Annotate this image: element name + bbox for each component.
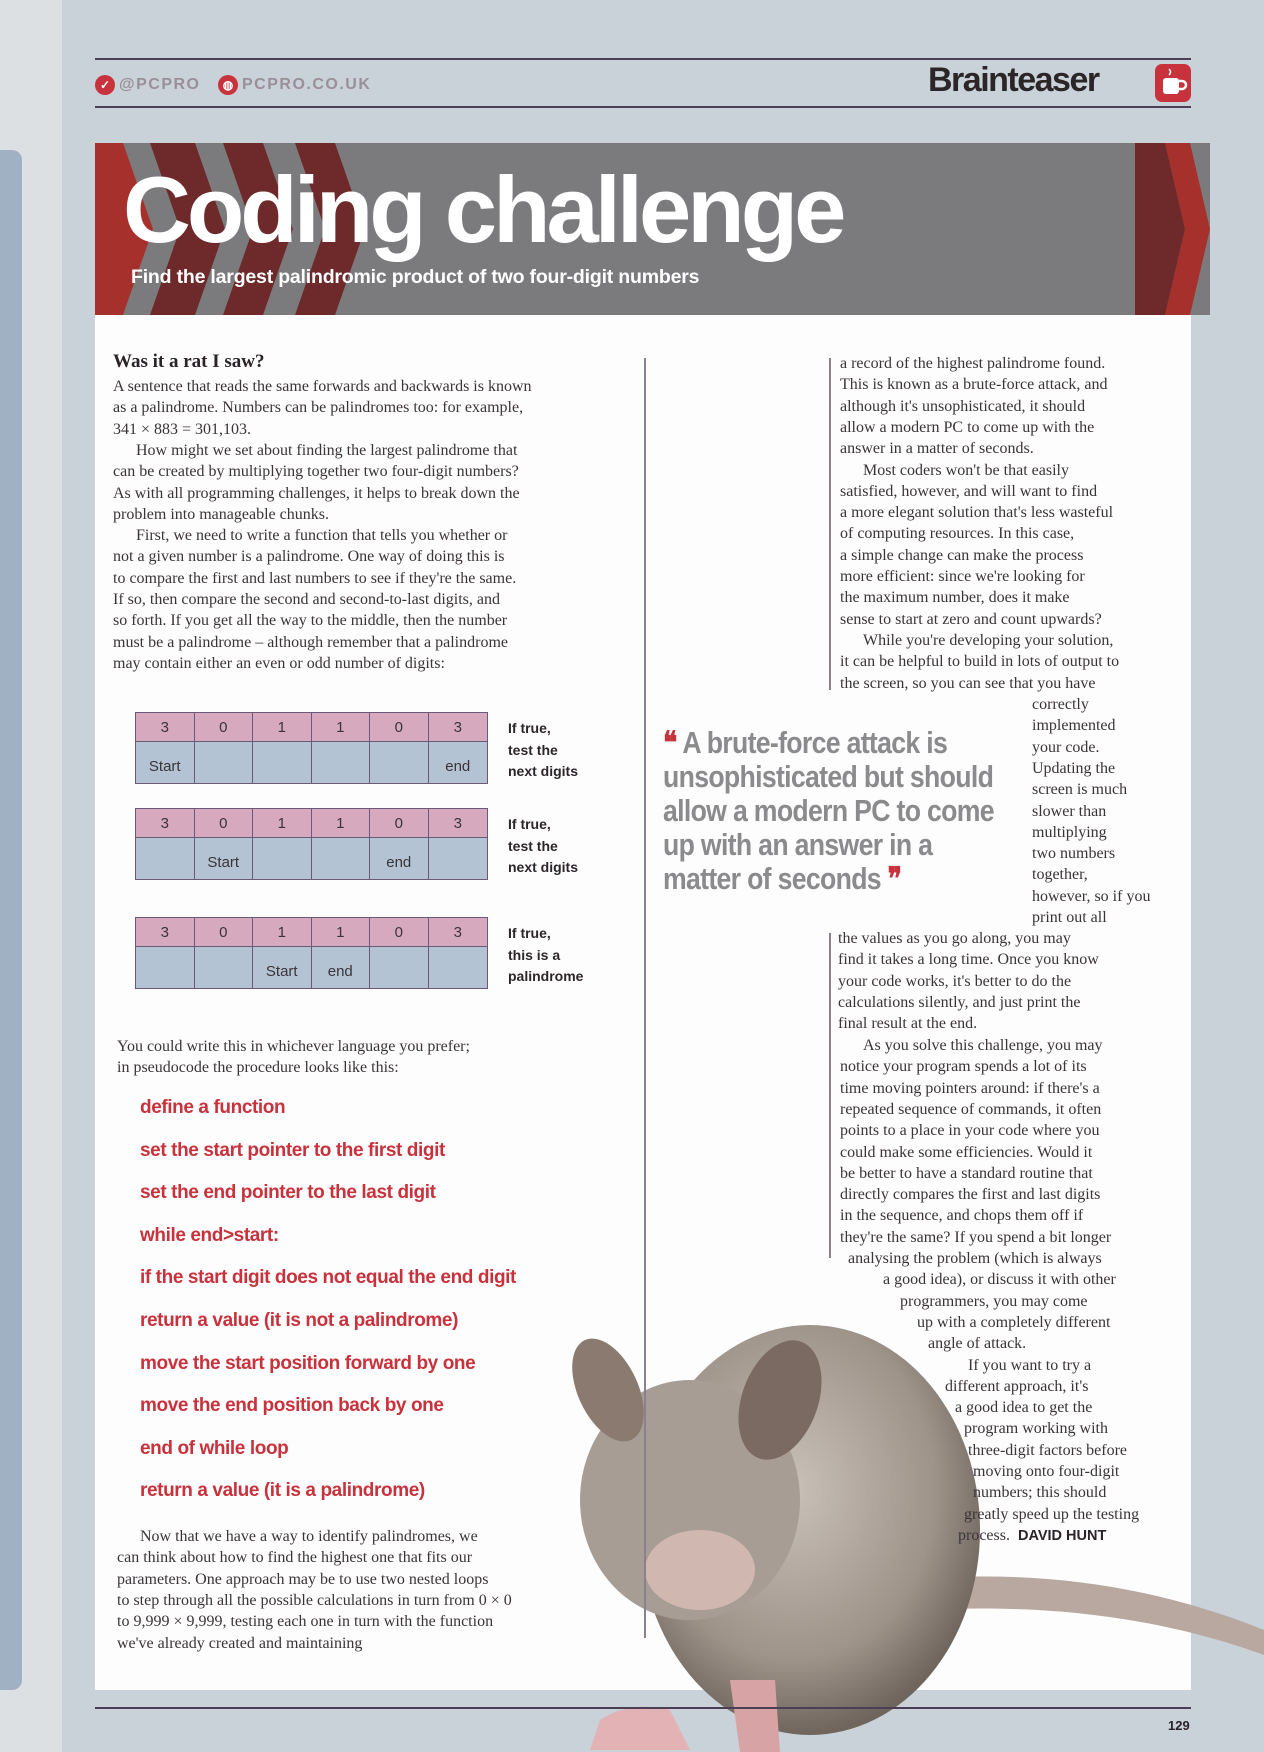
digit-cell: 3 bbox=[429, 713, 488, 742]
pseudocode-line: end of while loop bbox=[140, 1437, 289, 1459]
digit-pointer-diagram bbox=[135, 808, 488, 880]
text-line: of computing resources. In this case, bbox=[840, 525, 1075, 543]
digit-cell: 0 bbox=[195, 809, 254, 838]
text-line: Updating the bbox=[1032, 759, 1116, 777]
title-banner bbox=[95, 143, 1210, 315]
text-line: a simple change can make the process bbox=[840, 546, 1084, 564]
diagram-caption: If true, bbox=[508, 816, 551, 832]
pseudocode-line: return a value (it is not a palindrome) bbox=[140, 1310, 459, 1331]
header-top-rule bbox=[95, 58, 1191, 60]
text-line: directly compares the first and last digits bbox=[840, 1186, 1101, 1204]
text-line: together, bbox=[1032, 866, 1088, 884]
text-line: This is known as a brute-force attack, and bbox=[840, 376, 1108, 394]
text-line: may contain either an even or odd number of digits: bbox=[113, 654, 445, 672]
twitter-handle-text: @PCPRO bbox=[119, 76, 201, 93]
text-line: to compare the first and last numbers to see if they're the same. bbox=[113, 569, 517, 587]
text-line: in the sequence, and chops them off if bbox=[840, 1207, 1084, 1225]
globe-icon: ◍ bbox=[218, 75, 238, 95]
text-line: answer in a matter of seconds. bbox=[840, 440, 1034, 458]
text-line: While you're developing your solution, bbox=[863, 631, 1114, 649]
text-line: moving onto four-digit bbox=[973, 1463, 1120, 1480]
text-line: the screen, so you can see that you have bbox=[840, 674, 1096, 692]
digit-cell: 3 bbox=[136, 713, 195, 742]
diagram-caption: next digits bbox=[508, 859, 579, 875]
section-label: Brainteaser bbox=[928, 61, 1099, 99]
text-line: parameters. One approach may be to use two nested loops bbox=[117, 1570, 489, 1588]
column-divider bbox=[644, 358, 646, 1638]
text-line: Now that we have a way to identify palindromes, we bbox=[140, 1528, 478, 1545]
pointer-cell: end bbox=[370, 838, 429, 879]
pointer-cell: Start bbox=[136, 742, 195, 783]
text-line: correctly bbox=[1032, 696, 1089, 713]
text-line: As you solve this challenge, you may bbox=[863, 1037, 1103, 1054]
text-line: problem into manageable chunks. bbox=[113, 505, 329, 523]
text-line: not a given number is a palindrome. One way of doing this is bbox=[113, 548, 505, 566]
text-line: implemented bbox=[1032, 717, 1116, 735]
pull-quote-line bbox=[663, 726, 947, 760]
pseudocode-line: return a value (it is a palindrome) bbox=[140, 1480, 425, 1502]
text-line: a good idea to get the bbox=[955, 1399, 1093, 1417]
website-link[interactable] bbox=[218, 75, 371, 95]
pointer-cell bbox=[195, 742, 254, 783]
pointer-cell bbox=[312, 838, 371, 879]
pointer-cell bbox=[136, 838, 195, 879]
text-line: to 9,999 × 9,999, testing each one in turn with the function bbox=[117, 1613, 494, 1631]
text-line: numbers; this should bbox=[973, 1484, 1107, 1502]
text-line: A sentence that reads the same forwards and backwards is known bbox=[113, 378, 532, 395]
pull-quote-text: allow a modern PC to come bbox=[663, 793, 994, 828]
pointer-cell bbox=[429, 947, 488, 988]
digit-cell: 1 bbox=[312, 918, 371, 947]
text-line: we've already created and maintaining bbox=[117, 1634, 363, 1652]
twitter-bird-icon: ✓ bbox=[95, 75, 115, 95]
text-line: analysing the problem (which is always bbox=[848, 1250, 1102, 1267]
text-line: a record of the highest palindrome found. bbox=[840, 355, 1106, 372]
pseudocode-line: if the start digit does not equal the end digit bbox=[140, 1267, 516, 1289]
text-line: angle of attack. bbox=[928, 1335, 1027, 1353]
text-line: more efficient: since we're looking for bbox=[840, 568, 1085, 585]
pointer-cell bbox=[195, 947, 254, 988]
text-line: As with all programming challenges, it helps to break down the bbox=[113, 484, 520, 502]
pull-quote-text: matter of seconds bbox=[663, 861, 881, 896]
diagram-caption: palindrome bbox=[508, 968, 584, 984]
diagram-caption: If true, bbox=[508, 720, 551, 736]
adjacent-page-band bbox=[0, 150, 22, 1690]
text-line: the maximum number, does it make bbox=[840, 589, 1070, 607]
digit-cell: 0 bbox=[370, 809, 429, 838]
digit-cell: 0 bbox=[370, 713, 429, 742]
text-line: If you want to try a bbox=[968, 1356, 1092, 1374]
twitter-handle[interactable] bbox=[95, 75, 201, 95]
text-line: could make some efficiencies. Would it bbox=[840, 1143, 1093, 1161]
digit-cell: 3 bbox=[429, 809, 488, 838]
text-line: 341 × 883 = 301,103. bbox=[113, 420, 252, 438]
pull-quote-text: up with an answer in a bbox=[663, 827, 933, 862]
text-line: to step through all the possible calculations in turn from 0 × 0 bbox=[117, 1591, 512, 1609]
pseudocode-line: set the start pointer to the first digit bbox=[140, 1139, 445, 1161]
text-line: programmers, you may come bbox=[900, 1292, 1088, 1310]
digit-cell: 1 bbox=[253, 713, 312, 742]
text-line: process. DAVID HUNT bbox=[958, 1526, 1107, 1544]
text-line: your code works, it's better to do the bbox=[838, 972, 1072, 990]
diagram-caption: test the bbox=[508, 837, 558, 854]
text-line: final result at the end. bbox=[838, 1015, 978, 1033]
website-text: PCPRO.CO.UK bbox=[242, 76, 372, 93]
text-line: can be created by multiplying together two four-digit numbers? bbox=[113, 463, 519, 481]
text-line: program working with bbox=[964, 1420, 1108, 1438]
text-line: If so, then compare the second and second-to-last digits, and bbox=[113, 591, 500, 608]
text-line: as a palindrome. Numbers can be palindromes too: for example, bbox=[113, 399, 524, 417]
rat-illustration bbox=[540, 1280, 1264, 1752]
text-line: print out all bbox=[1032, 909, 1107, 926]
pull-quote-line bbox=[663, 794, 994, 828]
pointer-cell bbox=[253, 838, 312, 879]
page-number: 129 bbox=[1168, 1718, 1190, 1733]
pointer-cell: end bbox=[312, 947, 371, 988]
text-line: Most coders won't be that easily bbox=[863, 461, 1069, 479]
text-line: however, so if you bbox=[1032, 887, 1151, 905]
text-line: find it takes a long time. Once you know bbox=[838, 951, 1099, 969]
text-line: sense to start at zero and count upwards? bbox=[840, 610, 1102, 628]
coffee-cup-icon bbox=[1155, 64, 1191, 102]
section-heading: Was it a rat I saw? bbox=[113, 351, 265, 372]
text-line: it can be helpful to build in lots of output to bbox=[840, 653, 1120, 671]
text-line: notice your program spends a lot of its bbox=[840, 1058, 1087, 1076]
text-line: can think about how to find the highest one that fits our bbox=[117, 1549, 473, 1567]
pseudocode-line: while end>start: bbox=[140, 1224, 279, 1246]
footer-rule bbox=[95, 1707, 1191, 1709]
diagram-caption: next digits bbox=[508, 763, 579, 779]
pointer-cell bbox=[312, 742, 371, 783]
text-line: different approach, it's bbox=[945, 1377, 1089, 1395]
text-line: points to a place in your code where you bbox=[840, 1122, 1100, 1140]
pull-quote-line bbox=[663, 760, 993, 794]
digit-cell: 3 bbox=[136, 918, 195, 947]
text-line: multiplying bbox=[1032, 823, 1107, 841]
text-line: screen is much bbox=[1032, 781, 1128, 799]
pointer-cell: Start bbox=[253, 947, 312, 988]
close-quote-icon: ❞ bbox=[887, 861, 902, 896]
text-line: time moving pointers around: if there's a bbox=[840, 1079, 1100, 1097]
text-line: in pseudocode the procedure looks like this: bbox=[117, 1059, 399, 1077]
text-line: the values as you go along, you may bbox=[838, 930, 1071, 947]
column-divider-right-top bbox=[829, 358, 831, 690]
digit-cell: 1 bbox=[253, 918, 312, 947]
author-byline: DAVID HUNT bbox=[1017, 1527, 1107, 1544]
pointer-cell bbox=[370, 742, 429, 783]
column-divider-right-bottom bbox=[829, 933, 831, 1258]
text-line: although it's unsophisticated, it should bbox=[840, 397, 1086, 415]
text-line: they're the same? If you spend a bit longer bbox=[840, 1228, 1112, 1246]
digit-cell: 3 bbox=[429, 918, 488, 947]
page-title: Coding challenge bbox=[123, 157, 843, 262]
pseudocode-line: define a function bbox=[140, 1097, 286, 1118]
pull-quote-text: unsophisticated but should bbox=[663, 759, 994, 794]
digit-cell: 1 bbox=[312, 809, 371, 838]
text-line: slower than bbox=[1032, 802, 1107, 820]
text-line: allow a modern PC to come up with the bbox=[840, 418, 1095, 436]
text-line: You could write this in whichever language you prefer; bbox=[117, 1038, 470, 1055]
text-line: your code. bbox=[1032, 738, 1100, 756]
text-line: up with a completely different bbox=[917, 1313, 1111, 1331]
pointer-cell bbox=[370, 947, 429, 988]
text-line: calculations silently, and just print the bbox=[838, 993, 1081, 1011]
text-line: two numbers bbox=[1032, 845, 1116, 863]
pseudocode-line: move the start position forward by one bbox=[140, 1352, 476, 1374]
digit-cell: 1 bbox=[312, 713, 371, 742]
pseudocode-line: move the end position back by one bbox=[140, 1395, 444, 1417]
pointer-cell bbox=[429, 838, 488, 879]
text-line: must be a palindrome – although remember that a palindrome bbox=[113, 633, 508, 651]
text-line: First, we need to write a function that tells you whether or bbox=[136, 527, 508, 545]
pointer-cell bbox=[253, 742, 312, 783]
digit-cell: 0 bbox=[370, 918, 429, 947]
pull-quote-line bbox=[663, 862, 901, 896]
digit-cell: 1 bbox=[253, 809, 312, 838]
digit-cell: 0 bbox=[195, 918, 254, 947]
text-line: so forth. If you get all the way to the middle, then the number bbox=[113, 612, 508, 630]
pseudocode-line: set the end pointer to the last digit bbox=[140, 1182, 436, 1204]
text-line: repeated sequence of commands, it often bbox=[840, 1100, 1102, 1118]
diagram-caption: If true, bbox=[508, 925, 551, 941]
text-line: satisfied, however, and will want to find bbox=[840, 482, 1098, 500]
open-quote-icon: ❝ bbox=[663, 725, 677, 760]
digit-cell: 3 bbox=[136, 809, 195, 838]
pointer-cell: end bbox=[429, 742, 488, 783]
page-subtitle: Find the largest palindromic product of two four-digit numbers bbox=[131, 266, 700, 288]
text-line: greatly speed up the testing bbox=[964, 1505, 1140, 1523]
text-line: a more elegant solution that's less wasteful bbox=[840, 504, 1114, 522]
diagram-caption: test the bbox=[508, 741, 558, 758]
diagram-caption: this is a bbox=[508, 946, 561, 963]
pointer-cell: Start bbox=[195, 838, 254, 879]
text-line: a good idea), or discuss it with other bbox=[883, 1271, 1116, 1289]
text-line: be better to have a standard routine that bbox=[840, 1164, 1093, 1182]
digit-pointer-diagram bbox=[135, 917, 488, 989]
digit-cell: 0 bbox=[195, 713, 254, 742]
digit-pointer-diagram bbox=[135, 712, 488, 784]
pull-quote-line bbox=[663, 828, 932, 862]
pull-quote-text: A brute-force attack is bbox=[682, 725, 948, 760]
text-line: How might we set about finding the largest palindrome that bbox=[136, 441, 518, 459]
pointer-cell bbox=[136, 947, 195, 988]
text-line: three-digit factors before bbox=[968, 1441, 1128, 1459]
header-bottom-rule bbox=[95, 106, 1191, 108]
